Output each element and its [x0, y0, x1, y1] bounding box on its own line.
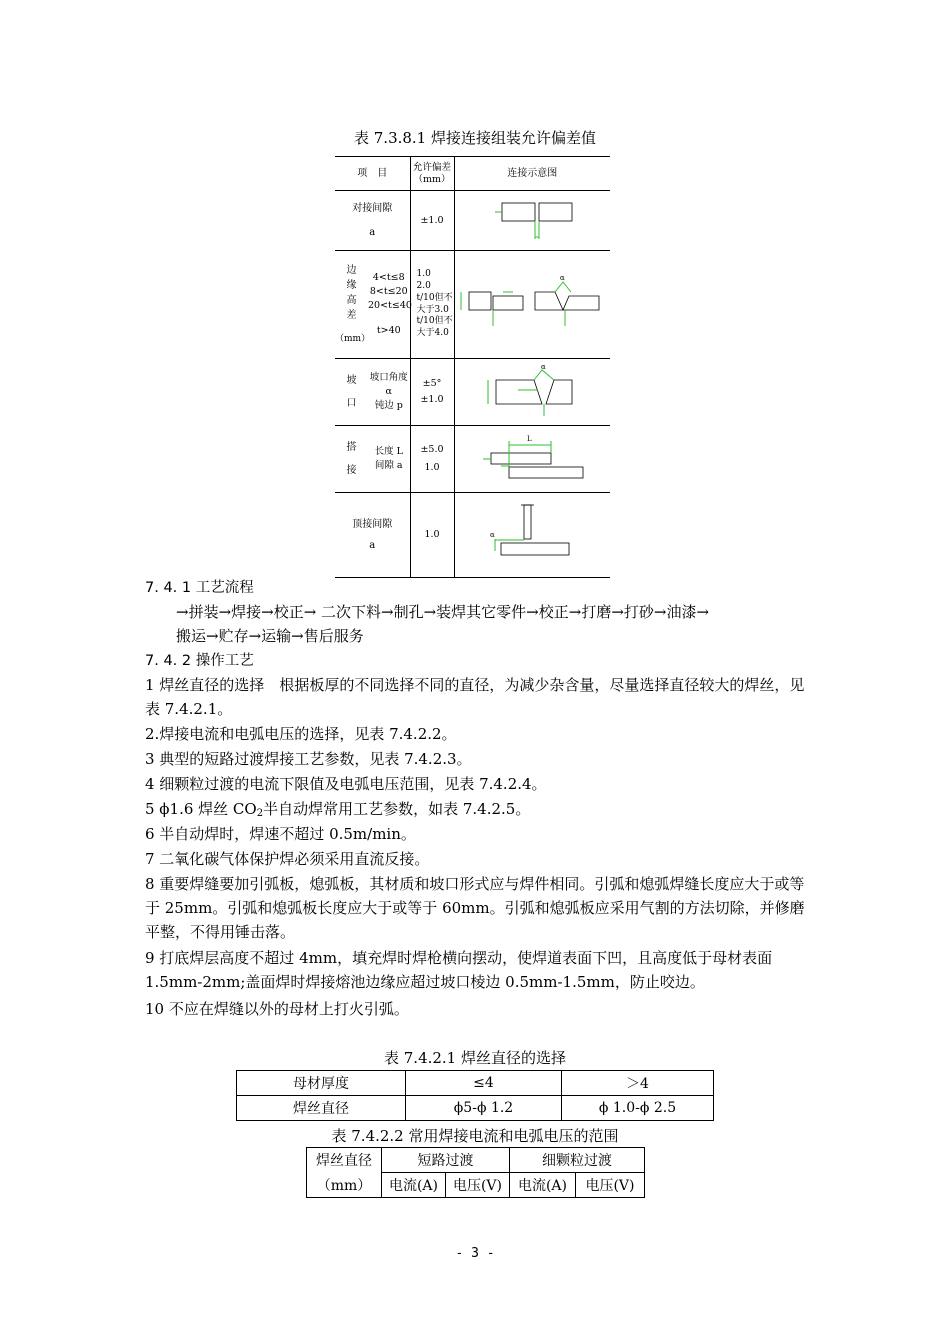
- paragraph-5-subscript: 2: [256, 808, 264, 819]
- paragraph-8: 8 重要焊缝要加引弧板，熄弧板，其材质和坡口形式应与焊件相同。引弧和熄弧焊缝长度应大于或等于 25mm。引弧和熄弧板长度应大于或等于 60mm。引弧和熄弧板应采用气割的方法切除，并修磨平整，不得用锤击落。: [145, 875, 805, 941]
- cell-current-2: 电流(A): [510, 1173, 576, 1198]
- range-3: 20<t≤40: [368, 299, 412, 311]
- groove-diagram: [454, 359, 610, 426]
- cell-fine-droplet: 细颗粒过渡: [510, 1148, 645, 1173]
- section-heading-process: 7. 4. 1 工艺流程: [145, 580, 254, 596]
- butt-gap-tolerance: ±1.0: [410, 191, 454, 251]
- edge-offset-unit: （mm）: [335, 334, 371, 345]
- cell-voltage-2: 电压(V): [576, 1173, 645, 1198]
- header-tolerance: 允许偏差（mm）: [410, 157, 454, 191]
- butt-gap-label: 对接间隙: [352, 203, 393, 214]
- edge-offset-tolerance: [410, 251, 454, 359]
- paragraph-9: 9 打底焊层高度不超过 4mm，填充焊时焊枪横向摆动，使焊道表面下凹，且高度低于母材表面 1.5mm-2mm;盖面焊时焊接熔池边缘应超过坡口棱边 0.5mm-1.5mm，防止咬边。: [145, 949, 773, 991]
- groove-tolerance: [410, 359, 454, 426]
- paragraph-6: 6 半自动焊时，焊速不超过 0.5m/min。: [145, 825, 416, 843]
- cell-mm-unit: （mm）: [307, 1173, 382, 1198]
- cell-range-2: ϕ 1.0-ϕ 2.5: [562, 1096, 714, 1121]
- cell-wire-diameter-header: 焊丝直径: [307, 1148, 382, 1173]
- page-number: - 3 -: [455, 1246, 495, 1261]
- table3-caption: 表 7.4.2.2 常用焊接电流和电弧电压的范围: [331, 1127, 619, 1145]
- svg-text:α: α: [541, 364, 546, 371]
- row-groove: [335, 359, 368, 426]
- lap-tol-2: 1.0: [424, 462, 440, 473]
- header-item: 项 目: [335, 157, 410, 191]
- tol-1: 1.0: [416, 269, 431, 280]
- groove-tol-2: ±1.0: [420, 394, 444, 405]
- paragraph-4: 4 细颗粒过渡的电流下限值及电弧电压范围，见表 7.4.2.4。: [145, 775, 547, 793]
- tol-3: t/10但不大于3.0: [416, 292, 453, 315]
- current-voltage-table: [306, 1147, 645, 1198]
- process-flow-line1: →拼装→焊接→校正→ 二次下料→制孔→装焊其它零件→校正→打磨→打砂→油漆→: [176, 603, 710, 621]
- tol-4: t/10但不大于4.0: [416, 316, 453, 338]
- row-butt-gap: [335, 191, 410, 251]
- tee-gap-label: 顶接间隙: [352, 518, 393, 530]
- lap-tol-1: ±5.0: [420, 443, 444, 455]
- lap-length: 长度 L: [374, 445, 403, 457]
- edge-offset-diagram: [454, 251, 610, 359]
- cell-wire-diameter: 焊丝直径: [237, 1096, 406, 1121]
- header-diagram: 连接示意图: [454, 157, 610, 191]
- cell-le-4: ≤4: [406, 1071, 562, 1096]
- tolerance-table: [335, 156, 610, 578]
- paragraph-7: 7 二氧化碳气体保护焊必须采用直流反接。: [145, 850, 430, 868]
- butt-gap-diagram: [454, 191, 610, 251]
- tee-gap-tolerance: 1.0: [410, 493, 454, 578]
- butt-gap-sub: a: [369, 226, 376, 238]
- paragraph-3: 3 典型的短路过渡焊接工艺参数，见表 7.4.2.3。: [145, 750, 472, 768]
- edge-offset-ranges: [368, 251, 410, 359]
- svg-text:α: α: [560, 273, 565, 282]
- range-1: 4<t≤8: [372, 271, 405, 283]
- process-flow-line2: 搬运→贮存→运输→售后服务: [176, 627, 364, 645]
- cell-current-1: 电流(A): [382, 1173, 446, 1198]
- tee-gap-sub: a: [369, 540, 376, 551]
- lap-diagram: [454, 426, 610, 493]
- cell-gt-4: ＞4: [562, 1071, 714, 1096]
- svg-text:α: α: [490, 531, 495, 539]
- lap-gap: 间隙 a: [374, 460, 403, 471]
- groove-root: 钝边 p: [374, 400, 403, 412]
- section-heading-operation: 7. 4. 2 操作工艺: [145, 653, 254, 669]
- edge-offset-label: 边缘高差: [346, 265, 357, 322]
- wire-diameter-table: [236, 1070, 714, 1121]
- svg-text:L: L: [527, 435, 532, 443]
- lap-tolerance: [410, 426, 454, 493]
- groove-label: 坡口: [346, 375, 357, 409]
- lap-detail: [368, 426, 410, 493]
- groove-detail: [368, 359, 410, 426]
- paragraph-10: 10 不应在焊缝以外的母材上打火引弧。: [145, 1000, 409, 1018]
- range-2: 8<t≤20: [369, 285, 408, 297]
- tol-2: 2.0: [416, 281, 431, 292]
- row-edge-offset: [335, 251, 371, 359]
- table2-caption: 表 7.4.2.1 焊丝直径的选择: [383, 1049, 566, 1067]
- groove-angle: 坡口角度α: [369, 371, 408, 397]
- row-tee-gap: [335, 493, 410, 578]
- row-lap: [335, 426, 368, 493]
- lap-label: 搭接: [346, 442, 357, 476]
- table1-caption: 表 7.3.8.1 焊接连接组装允许偏差值: [353, 129, 596, 147]
- tee-gap-diagram: [454, 493, 610, 578]
- cell-range-1: ϕ5-ϕ 1.2: [406, 1096, 562, 1121]
- cell-short-circuit: 短路过渡: [382, 1148, 510, 1173]
- groove-tol-1: ±5°: [422, 377, 442, 389]
- paragraph-2: 2.焊接电流和电弧电压的选择，见表 7.4.2.2。: [145, 725, 457, 743]
- paragraph-5-a: 5 ϕ1.6 焊丝 CO: [145, 800, 257, 818]
- paragraph-1: 1 焊丝直径的选择 根据板厚的不同选择不同的直径，为减少杂含量，尽量选择直径较大的焊丝，见表 7.4.2.1。: [145, 676, 805, 718]
- paragraph-5-b: 半自动焊常用工艺参数，如表 7.4.2.5。: [263, 800, 531, 818]
- range-4: t>40: [376, 325, 401, 337]
- cell-voltage-1: 电压(V): [446, 1173, 510, 1198]
- cell-base-thickness: 母材厚度: [237, 1071, 406, 1096]
